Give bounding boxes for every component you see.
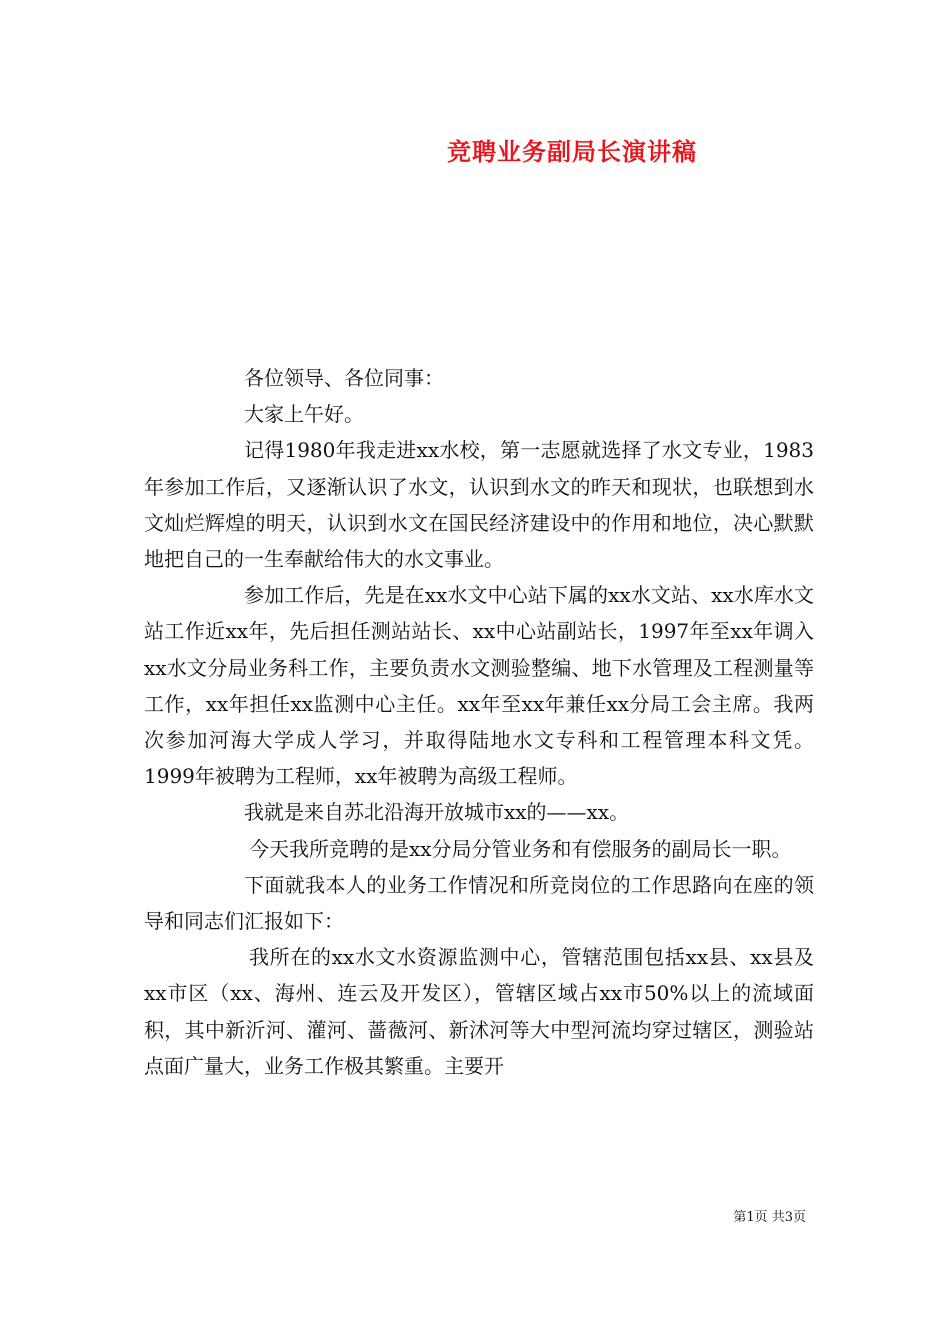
paragraph-greeting: 各位领导、各位同事：: [244, 366, 444, 390]
paragraph-background: 记得1980年我走进xx水校，第一志愿就选择了水文专业，1983年参加工作后，又逐渐认识了水文，认识到水文的昨天和现状，也联想到水文灿烂辉煌的明天，认识到水文在国民经济建设中的作用和地位，决心默默地把自己的一生奉献给伟大的水文事业。: [144, 438, 814, 572]
document-title: 竞聘业务副局长演讲稿: [447, 137, 697, 166]
document-body: [144, 360, 814, 1084]
paragraph-salutation: 大家上午好。: [244, 402, 364, 427]
paragraph-position: 今天我所竞聘的是xx分局分管业务和有偿服务的副局长一职。: [249, 836, 792, 861]
paragraph-report-intro: 下面就我本人的业务工作情况和所竞岗位的工作思路向在座的领导和同志们汇报如下：: [144, 872, 814, 934]
page-number: 第1页 共3页: [733, 1210, 806, 1225]
paragraph-work-area: 我所在的xx水文水资源监测中心，管辖范围包括xx县、xx县及xx市区（xx、海州、连云及开发区），管辖区域占xx市50%以上的流域面积，其中新沂河、灌河、蔷薇河、新沭河等大中型河流均穿过辖区，测验站点面广量大，业务工作极其繁重。主要开: [144, 945, 814, 1078]
paragraph-introduction: 我就是来自苏北沿海开放城市xx的——xx。: [244, 800, 630, 825]
paragraph-career: 参加工作后，先是在xx水文中心站下属的xx水文站、xx水库水文站工作近xx年，先后担任测站站长、xx中心站副站长，1997年至xx年调入xx水文分局业务科工作，主要负责水文测验整编、地下水管理及工程测量等工作，xx年担任xx监测中心主任。xx年至xx年兼任xx分局工会主席。我两次参加河海大学成人学习，并取得陆地水文专科和工程管理本科文凭。1999年被聘为工程师，xx年被聘为高级工程师。: [144, 583, 814, 789]
